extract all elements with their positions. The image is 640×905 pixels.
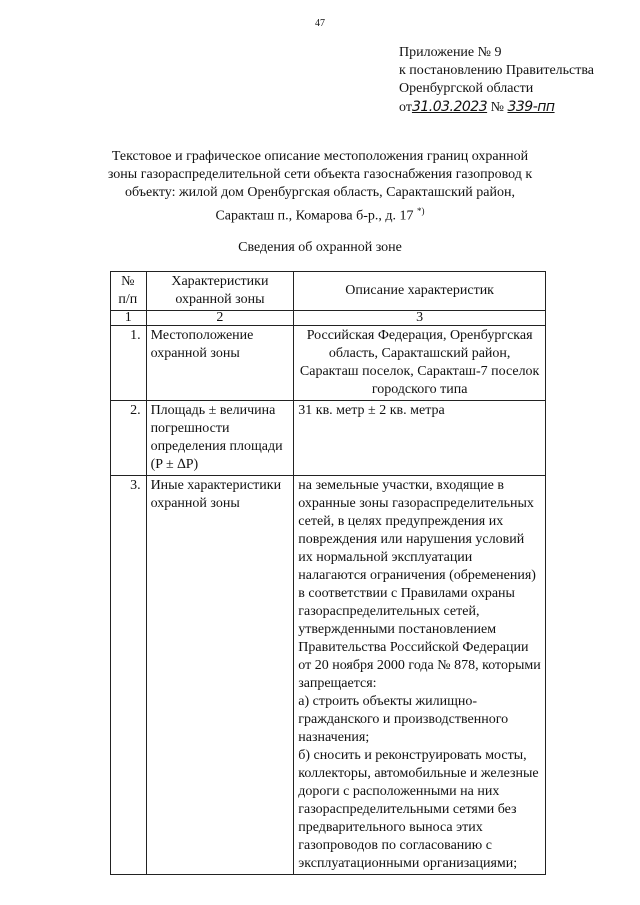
table-row: [111, 326, 546, 401]
row-description: [294, 326, 546, 401]
col-number-3: 3: [294, 311, 546, 326]
table-header-row: [111, 272, 546, 311]
page-number: 47: [315, 18, 325, 29]
description-paragraph: а) строить объекты жилищно-гражданского и производственного назначения;: [298, 694, 509, 745]
appendix-block: [399, 44, 594, 117]
table-row: [111, 476, 546, 875]
handwritten-date: 31.03.2023: [411, 99, 488, 115]
col-number-2: 2: [146, 311, 294, 326]
row-number: 1.: [111, 326, 147, 401]
document-title: [100, 148, 540, 226]
header-num: № п/п: [111, 272, 147, 311]
appendix-line-3: Оренбургской области: [399, 81, 534, 96]
table-row: [111, 401, 546, 476]
col-number-1: 1: [111, 311, 147, 326]
description-paragraph: на земельные участки, входящие в охранные зоны газораспределительных сетей, в целях предупреждения их повреждения или нарушения условий их нормальной эксплуатации налагаются ограничения (обременения) в соответствии с Правилами охраны газораспределительных сетей, утвержденными постановлением Правительства Российской Федерации от 20 ноября 2000 года № 878, которыми запрещается:: [298, 478, 541, 691]
appendix-line-1: Приложение № 9: [399, 45, 502, 60]
title-note: *): [417, 206, 425, 216]
title-text: Текстовое и графическое описание местоположения границ охранной зоны газораспределительной сети объекта газоснабжения газопровод к объекту: жилой дом Оренбургская область, Саракташский район, Саракташ п., Комарова б-р., д. 17: [107, 149, 533, 224]
row-number: 3.: [111, 476, 147, 875]
row-characteristic: Местоположение охранной зоны: [146, 326, 294, 401]
protection-zone-table: [110, 271, 546, 875]
header-description: Описание характеристик: [294, 272, 546, 311]
appendix-date-line: [399, 98, 594, 117]
section-subtitle: Сведения об охранной зоне: [238, 240, 402, 255]
row-description: [294, 476, 546, 875]
row-number: 2.: [111, 401, 147, 476]
description-paragraph: Российская Федерация, Оренбургская область, Саракташский район, Саракташ поселок, Саракташ-7 поселок городского типа: [299, 328, 540, 397]
appendix-line-2: к постановлению Правительства: [399, 63, 595, 78]
description-paragraph: б) сносить и реконструировать мосты, коллекторы, автомобильные и железные дороги с расположенными на них газораспределительными сетями без предварительного выноса этих газопроводов по согласованию с эксплуатационными организациями;: [298, 748, 539, 871]
handwritten-number: 339-пп: [507, 99, 555, 115]
date-prefix: от: [399, 100, 412, 115]
header-characteristics: Характеристики охранной зоны: [146, 272, 294, 311]
row-description: [294, 401, 546, 476]
column-number-row: [111, 311, 546, 326]
row-characteristic: Площадь ± величина погрешности определения площади (P ± ∆P): [146, 401, 294, 476]
row-characteristic: Иные характеристики охранной зоны: [146, 476, 294, 875]
number-prefix: №: [490, 100, 504, 115]
description-paragraph: 31 кв. метр ± 2 кв. метра: [298, 403, 445, 418]
